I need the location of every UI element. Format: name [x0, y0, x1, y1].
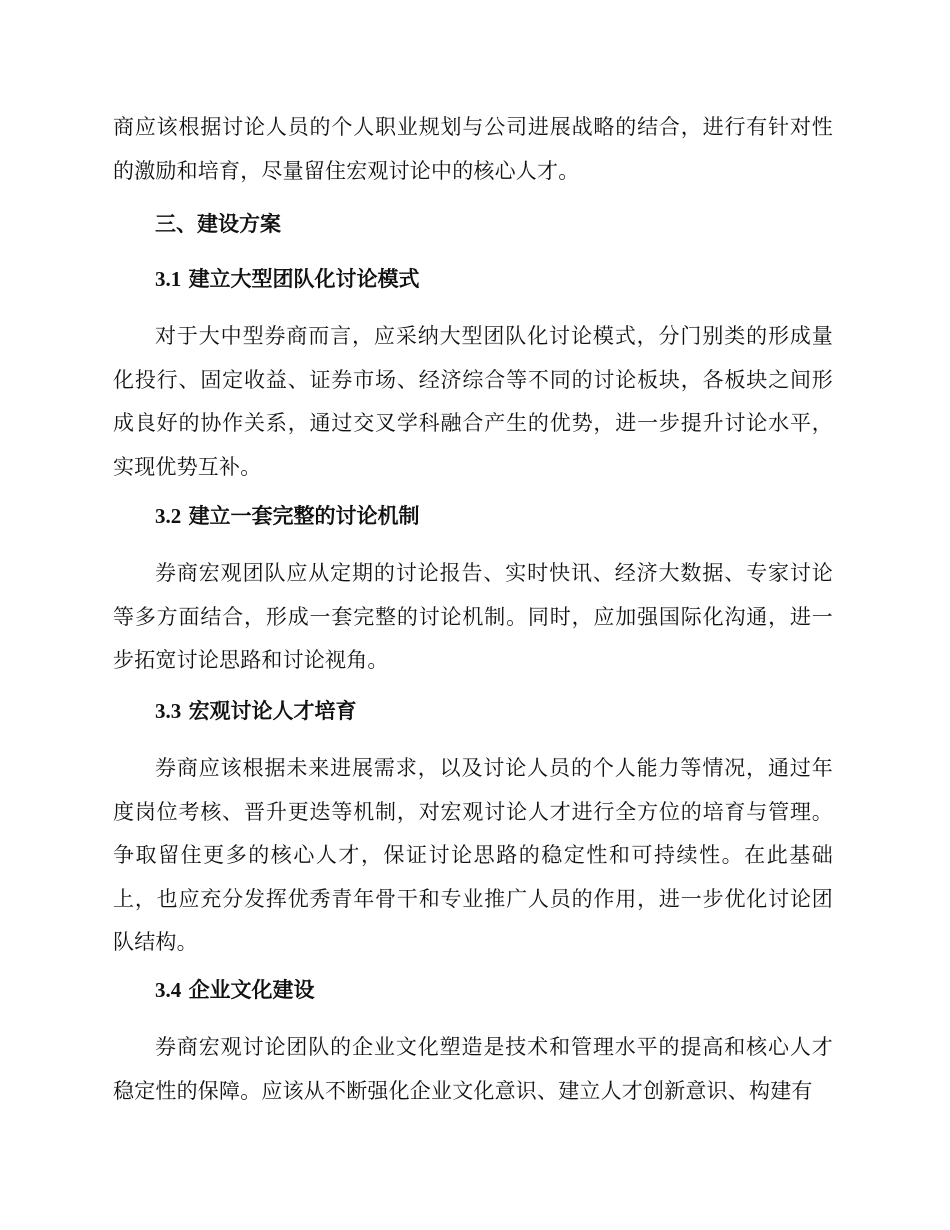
paragraph-3-4: 券商宏观讨论团队的企业文化塑造是技术和管理水平的提高和核心人才稳定性的保障。应该从不断强化企业文化意识、建立人才创新意识、构建有	[113, 1035, 833, 1103]
subsection-heading-3-3	[155, 696, 835, 726]
subsection-heading-3-4	[155, 975, 835, 1005]
subsection-heading-3-1	[155, 264, 835, 294]
section-heading-3	[155, 209, 835, 239]
subsection-title: 企业文化建设	[188, 977, 315, 1002]
paragraph-continued: 商应该根据讨论人员的个人职业规划与公司进展战略的结合，进行有针对性的激励和培育，尽量留住宏观讨论中的核心人才。	[113, 115, 833, 183]
subsection-title: 建立一套完整的讨论机制	[188, 503, 420, 528]
subsection-number: 3.2	[155, 504, 182, 528]
subsection-number: 3.3	[155, 699, 182, 723]
subsection-number: 3.1	[155, 267, 182, 291]
subsection-heading-3-2	[155, 501, 835, 531]
subsection-number: 3.4	[155, 978, 182, 1002]
paragraph-3-1: 对于大中型券商而言，应采纳大型团队化讨论模式，分门别类的形成量化投行、固定收益、证券市场、经济综合等不同的讨论板块，各板块之间形成良好的协作关系，通过交叉学科融合产生的优势，进一步提升讨论水平，实现优势互补。	[113, 324, 833, 479]
paragraph-3-2: 券商宏观团队应从定期的讨论报告、实时快讯、经济大数据、专家讨论等多方面结合，形成一套完整的讨论机制。同时，应加强国际化沟通，进一步拓宽讨论思路和讨论视角。	[113, 561, 833, 672]
paragraph-3-3: 券商应该根据未来进展需求，以及讨论人员的个人能力等情况，通过年度岗位考核、晋升更迭等机制，对宏观讨论人才进行全方位的培育与管理。争取留住更多的核心人才，保证讨论思路的稳定性和可持续性。在此基础上，也应充分发挥优秀青年骨干和专业推广人员的作用，进一步优化讨论团队结构。	[113, 756, 833, 954]
subsection-title: 宏观讨论人才培育	[188, 698, 357, 723]
subsection-title: 建立大型团队化讨论模式	[188, 266, 420, 291]
section-heading-3-text: 三、建设方案	[155, 211, 281, 236]
